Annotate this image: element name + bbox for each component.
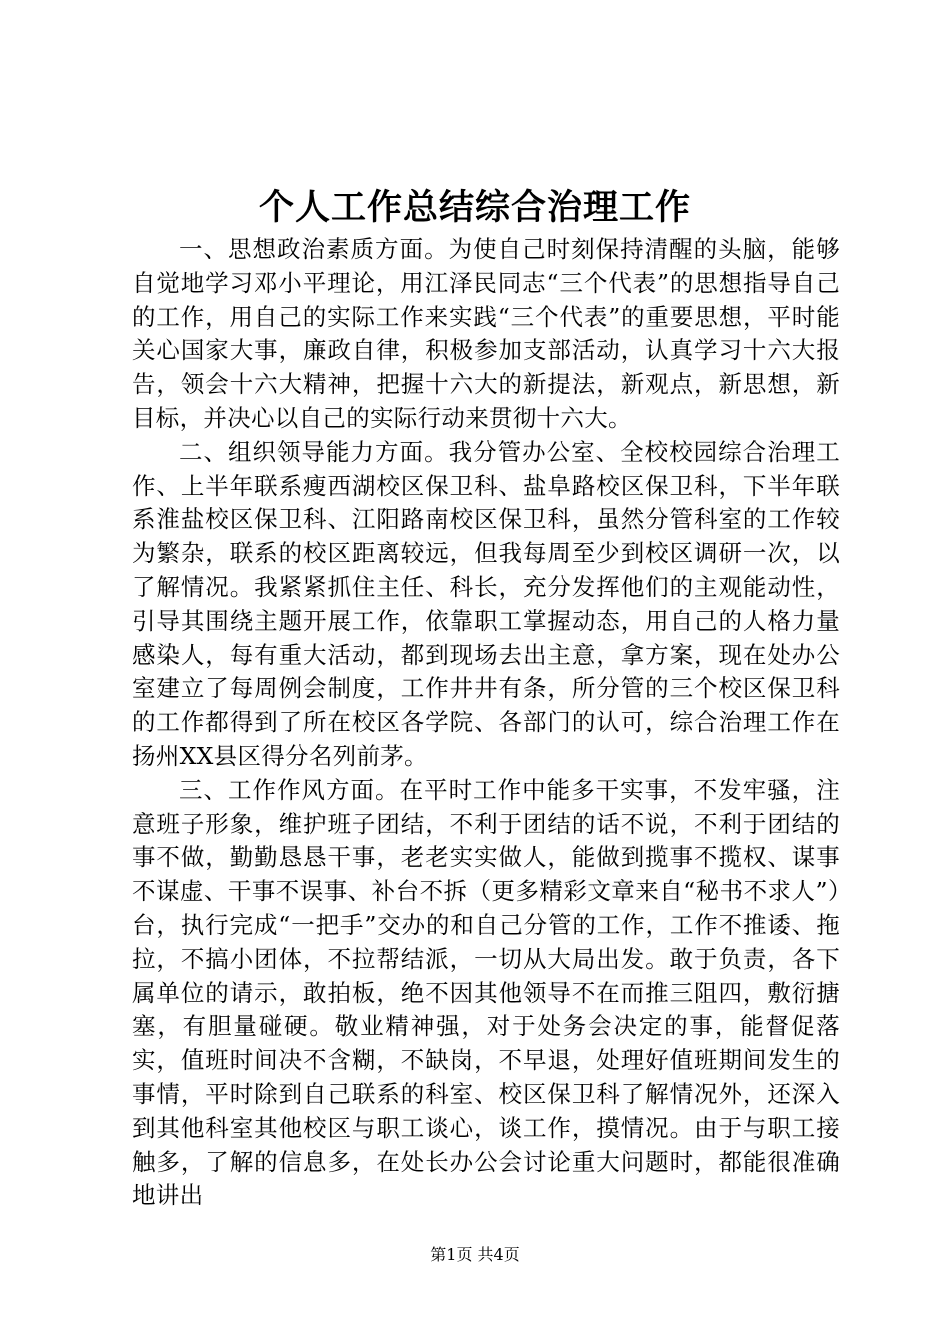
paragraph-3: 三、工作作风方面。在平时工作中能多干实事，不发牢骚，注意班子形象，维护班子团结，不利于团结的话不说，不利于团结的事不做，勤勤恳恳干事，老老实实做人，能做到揽事不揽权、谋事不谋虚、干事不误事、补台不拆（更多精彩文章来自“秘书不求人”）台，执行完成“一把手”交办的和自己分管的工作，工作不推诿、拖拉，不搞小团体，不拉帮结派，一切从大局出发。敢于负责，各下属单位的请示，敢拍板，绝不因其他领导不在而推三阻四，敷衍搪塞，有胆量碰硬。敬业精神强，对于处务会决定的事，能督促落实，值班时间决不含糊，不缺岗，不早退，处理好值班期间发生的事情，平时除到自己联系的科室、校区保卫科了解情况外，还深入到其他科室其他校区与职工谈心，谈工作，摸情况。由于与职工接触多，了解的信息多，在处长办公会讨论重大问题时，都能很准确地讲出: [132, 775, 840, 1210]
document-title: 个人工作总结综合治理工作: [258, 187, 691, 228]
page-number-footer: 第1页 共4页: [430, 1245, 520, 1264]
document-body: [132, 233, 840, 1213]
paragraph-1: 一、思想政治素质方面。为使自己时刻保持清醒的头脑，能够自觉地学习邓小平理论，用江泽民同志“三个代表”的思想指导自己的工作，用自己的实际工作来实践“三个代表”的重要思想，平时能关心国家大事，廉政自律，积极参加支部活动，认真学习十六大报告，领会十六大精神，把握十六大的新提法，新观点，新思想，新目标，并决心以自己的实际行动来贯彻十六大。: [132, 235, 840, 432]
paragraph-2: 二、组织领导能力方面。我分管办公室、全校校园综合治理工作、上半年联系瘦西湖校区保卫科、盐阜路校区保卫科，下半年联系淮盐校区保卫科、江阳路南校区保卫科，虽然分管科室的工作较为繁杂，联系的校区距离较远，但我每周至少到校区调研一次，以了解情况。我紧紧抓住主任、科长，充分发挥他们的主观能动性，引导其围绕主题开展工作，依靠职工掌握动态，用自己的人格力量感染人，每有重大活动，都到现场去出主意，拿方案，现在处办公室建立了每周例会制度，工作井井有条，所分管的三个校区保卫科的工作都得到了所在校区各学院、各部门的认可，综合治理工作在扬州XX县区得分名列前茅。: [132, 437, 840, 770]
